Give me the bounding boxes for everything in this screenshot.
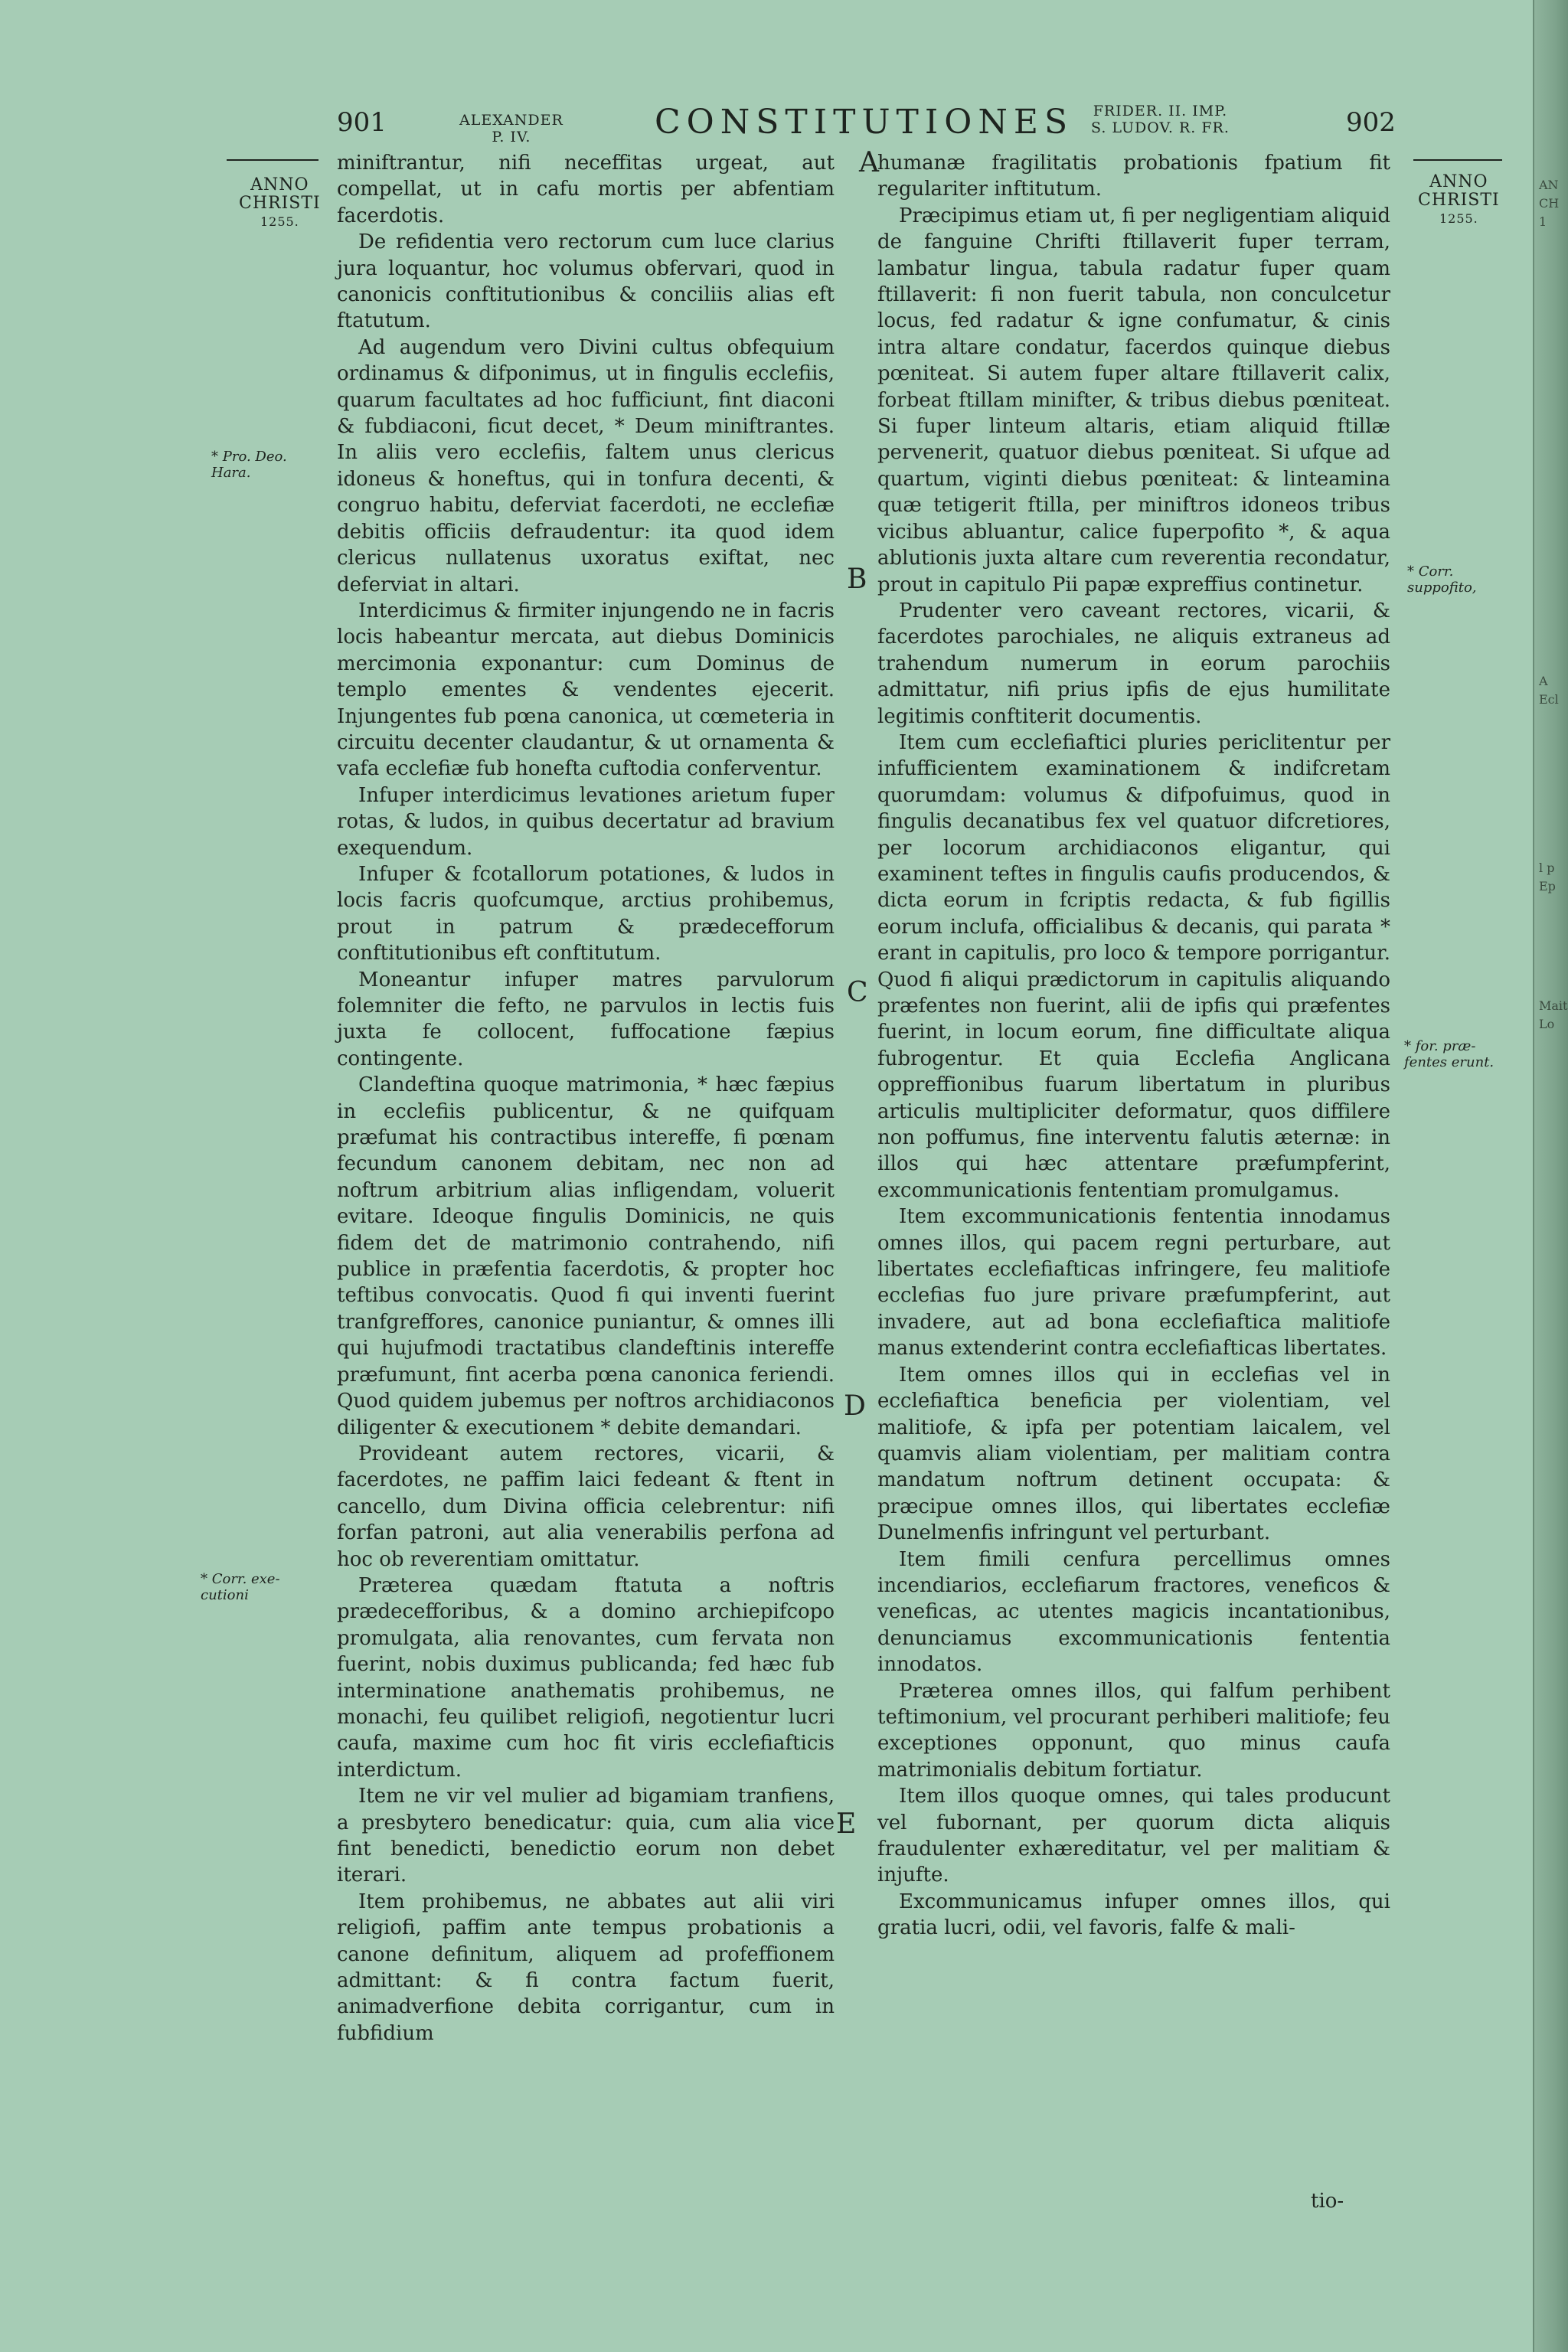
edge-fragment: A [1539, 674, 1548, 688]
section-letter: E [836, 1808, 857, 1840]
running-head-line: S. LUDOV. R. FR. [1091, 119, 1230, 136]
anno-label: ANNO [1429, 172, 1488, 191]
anno-label: ANNO [250, 175, 309, 194]
running-head-line: FRIDER. II. IMP. [1093, 103, 1228, 119]
paragraph: miniftrantur, nifi neceffitas urgeat, aut compellat, ut in cafu mortis per abfentiam facerdotis. [337, 152, 835, 227]
paragraph: Prudenter vero caveant rectores, vicarii, & facerdotes parochiales, ne aliquis extraneus ad trahendum numerum in eorum parochiis admittatur, nifi prius ipfis de ejus humilitate legitimis conftiterit documentis. [877, 599, 1390, 728]
paragraph: Item illos quoque omnes, qui tales producunt vel fubornant, per quorum dicta aliquis fraudulenter exhæreditatur, vel per malitiam & injufte. [877, 1785, 1390, 1887]
paragraph: De refidentia vero rectorum cum luce clarius jura loquantur, hoc volumus obfervari, quod in canonicis conftitutionibus & conciliis alias eft ftatutum. [337, 230, 835, 333]
left-page-number: 901 [337, 107, 387, 138]
paragraph: Excommunicamus infuper omnes illos, qui gratia lucri, odii, vel favoris, falfe & mali- [877, 1890, 1390, 1940]
anno-label: CHRISTI [1418, 191, 1500, 210]
paragraph: Clandeftina quoque matrimonia, * hæc fæpius in ecclefiis publicentur, & ne quifquam præfumat his contractibus intereffe, fi pœnam fecundum canonem debitam, nec non ad noftrum arbitrium alias infligendam, voluerit evitare. Ideoque fingulis Dominicis, ne quis fidem det de matrimonio contrahendo, nifi publice in præfentia facerdotis, & propter hoc teftibus convocatis. Quod fi qui inventi fuerint tranfgreffores, canonice puniantur, & omnes illi qui hujufmodi tractatibus clandeftinis intereffe præfumunt, fint acerba pœna canonica feriendi. Quod quidem jubemus per noftros archidiaconos diligenter & executionem * debite demandari. [337, 1073, 835, 1439]
paragraph: Infuper interdicimus levationes arietum fuper rotas, & ludos, in quibus decertatur ad bravium exequendum. [337, 783, 835, 860]
margin-note: * Pro. Deo. Hara. [211, 449, 287, 481]
edge-fragment: Mait [1539, 998, 1568, 1013]
right-page-number: 902 [1346, 107, 1396, 138]
paragraph: Item cum ecclefiaftici pluries periclitentur per infufficientem examinationem & indifcretam quorumdam: volumus & difpofuimus, quod in fingulis decanatibus fex vel quatuor difcretiores, per locorum archidiaconos eligantur, qui examinent teftes in fingulis caufis producendos, & dicta eorum in fcriptis redacta, & fub figillis eorum inclufa, officialibus & decanis, qui parata * erant in capitulis, pro loco & tempore porrigantur. Quod fi aliqui prædictorum in capitulis aliquando præfentes non fuerint, alii de ipfis qui præfentes fuerint, in locum eorum, fine difficultate aliqua fubrogentur. Et quia Ecclefia Anglicana oppreffionibus fuarum libertatum in pluribus articulis multipliciter deformatur, quos diffilere non poffumus, fine interventu falutis æternæ: in illos qui hæc attentare præfumpferint, excommunicationis fententiam promulgamus. [877, 730, 1390, 1202]
section-letter: A [859, 147, 879, 178]
edge-fragment: 1 [1539, 214, 1547, 229]
margin-note: * for. præ- fentes erunt. [1404, 1038, 1494, 1070]
margin-note: * Corr. exe- cutioni [201, 1571, 280, 1603]
paragraph: Moneantur infuper matres parvulorum folemniter die fefto, ne parvulos in lectis fuis juxta fe collocent, fuffocatione fæpius contingente. [337, 968, 835, 1070]
paragraph: Provideant autem rectores, vicarii, & facerdotes, ne paffim laici fedeant & ftent in cancello, dum Divina officia celebrentur: nifi forfan patroni, aut alia venerabilis perfona ad hoc ob reverentiam omittatur. [337, 1442, 835, 1571]
edge-fragment: l p [1539, 861, 1555, 875]
edge-fragment: CH [1539, 196, 1560, 211]
paragraph: Item prohibemus, ne abbates aut alii viri religiofi, paffim ante tempus probationis a canone definitum, aliquem ad profeffionem admittant: & fi contra factum fuerit, animadverfione debita corrigantur, cum in fubfidium [337, 1890, 835, 2045]
left-text-column [337, 150, 835, 2047]
paragraph: humanæ fragilitatis probationis fpatium fit regulariter inftitutum. [877, 152, 1390, 201]
edge-fragment: Ep [1539, 879, 1556, 893]
paragraph: Infuper & fcotallorum potationes, & ludos in locis facris quofcumque, arctius prohibemus, prout in patrum & prædecefforum conftitutionibus eft conftitutum. [337, 862, 835, 965]
edge-fragment: Ecl [1539, 692, 1559, 707]
paragraph: Ad augendum vero Divini cultus obfequium ordinamus & difponimus, ut in fingulis ecclefiis, quarum facultates ad hoc fufficiunt, fint diaconi & fubdiaconi, ficut decet, * Deum miniftrantes. In aliis vero ecclefiis, faltem unus clericus idoneus & honeftus, qui in tonfura decenti, & congruo habitu, deferviat facerdoti, ne ecclefiæ debitis officiis defraudentur: ita quod idem clericus nullatenus uxoratus exiftat, nec deferviat in altari. [337, 335, 835, 596]
section-letter: C [847, 977, 868, 1008]
paragraph: Item omnes illos qui in ecclefias vel in ecclefiaftica beneficia per violentiam, vel malitiofe, & ipfa per potentiam laicalem, vel quamvis aliam violentiam, per malitiam contra mandatum noftrum detinent occupata: & præcipue omnes illos, qui libertates ecclefiæ Dunelmenfis infringunt vel perturbant. [877, 1363, 1390, 1545]
paragraph: Interdicimus & firmiter injungendo ne in facris locis habeantur mercata, aut diebus Dominicis mercimonia exponantur: cum Dominus de templo ementes & vendentes ejecerit. Injungentes fub pœna canonica, ut cœmeteria in circuitu decenter claudantur, & ut ornamenta & vafa ecclefiæ fub honefta cuftodia conferventur. [337, 599, 835, 781]
paragraph: Præterea omnes illos, qui falfum perhibent teftimonium, vel procurant perhiberi malitiofe; feu exceptiones opponunt, quo minus caufa matrimonialis debitum fortiatur. [877, 1679, 1390, 1782]
anno-christi-right [1418, 173, 1500, 228]
edge-fragment: Lo [1539, 1017, 1555, 1031]
facing-page-edge [1533, 0, 1568, 2352]
right-text-column [877, 150, 1390, 1942]
anno-label: CHRISTI [239, 194, 321, 213]
paragraph: Item ne vir vel mulier ad bigamiam tranfiens, a presbytero benedicatur: quia, cum alia vice fint benedicti, benedictio eorum non debet iterari. [337, 1785, 835, 1887]
section-letter: D [844, 1390, 866, 1422]
catchword: tio- [1311, 2190, 1344, 2213]
right-running-head [1091, 103, 1230, 136]
page-title: CONSTITUTIONES [655, 103, 1074, 142]
paragraph: Præterea quædam ftatuta a noftris prædecefforibus, & a domino archiepifcopo promulgata, alia renovantes, cum fervata non fuerint, nobis duximus publicanda; fed hæc fub interminatione anathematis prohibemus, ne monachi, feu quilibet religiofi, negotientur lucri caufa, maxime cum hoc fit viris ecclefiafticis interdictum. [337, 1573, 835, 1782]
running-head-line: P. IV. [492, 129, 531, 145]
paragraph: Præcipimus etiam ut, fi per negligentiam aliquid de fanguine Chrifti ftillaverit fuper terram, lambatur lingua, tabula radatur fuper quam ftillaverit: fi non fuerit tabula, non conculcetur locus, fed radatur & igne confumatur, & cinis intra altare condatur, facerdos quinque diebus pœniteat. Si autem fuper altare ftillaverit calix, forbeat ftillam minifter, & tribus diebus pœniteat. Si fuper linteum altaris, etiam aliquid ftillæ pervenerit, quatuor diebus pœniteat. Si ufque ad quartum, viginti diebus pœniteat: & linteamina quæ tetigerit ftilla, per miniftros idoneos tribus vicibus abluantur, calice fuperpofito *, & aqua ablutionis juxta altare cum reverentia recondatur, prout in capitulo Pii papæ expreffius continetur. [877, 204, 1390, 596]
left-running-head [459, 112, 564, 145]
paragraph: Item fimili cenfura percellimus omnes incendiarios, ecclefiarum fractores, veneficos & veneficas, ac utentes magicis incantationibus, denunciamus excommunicationis fententia innodatos. [877, 1547, 1390, 1677]
margin-note: * Corr. suppofito, [1407, 564, 1477, 596]
anno-year: 1255. [260, 214, 299, 229]
paragraph: Item excommunicationis fententia innodamus omnes illos, qui pacem regni perturbare, aut libertates ecclefiafticas infringere, feu malitiofe ecclefias fuo jure privare præfumpferint, aut invadere, aut ad bona ecclefiaftica malitiofe manus extenderint contra ecclefiafticas libertates. [877, 1205, 1390, 1361]
anno-christi-left [239, 176, 321, 231]
anno-year: 1255. [1439, 211, 1478, 226]
edge-fragment: AN [1539, 178, 1559, 192]
left-margin-rule [227, 159, 318, 161]
section-letter: B [847, 564, 867, 595]
running-head-line: ALEXANDER [459, 112, 564, 129]
right-margin-rule [1413, 159, 1502, 161]
